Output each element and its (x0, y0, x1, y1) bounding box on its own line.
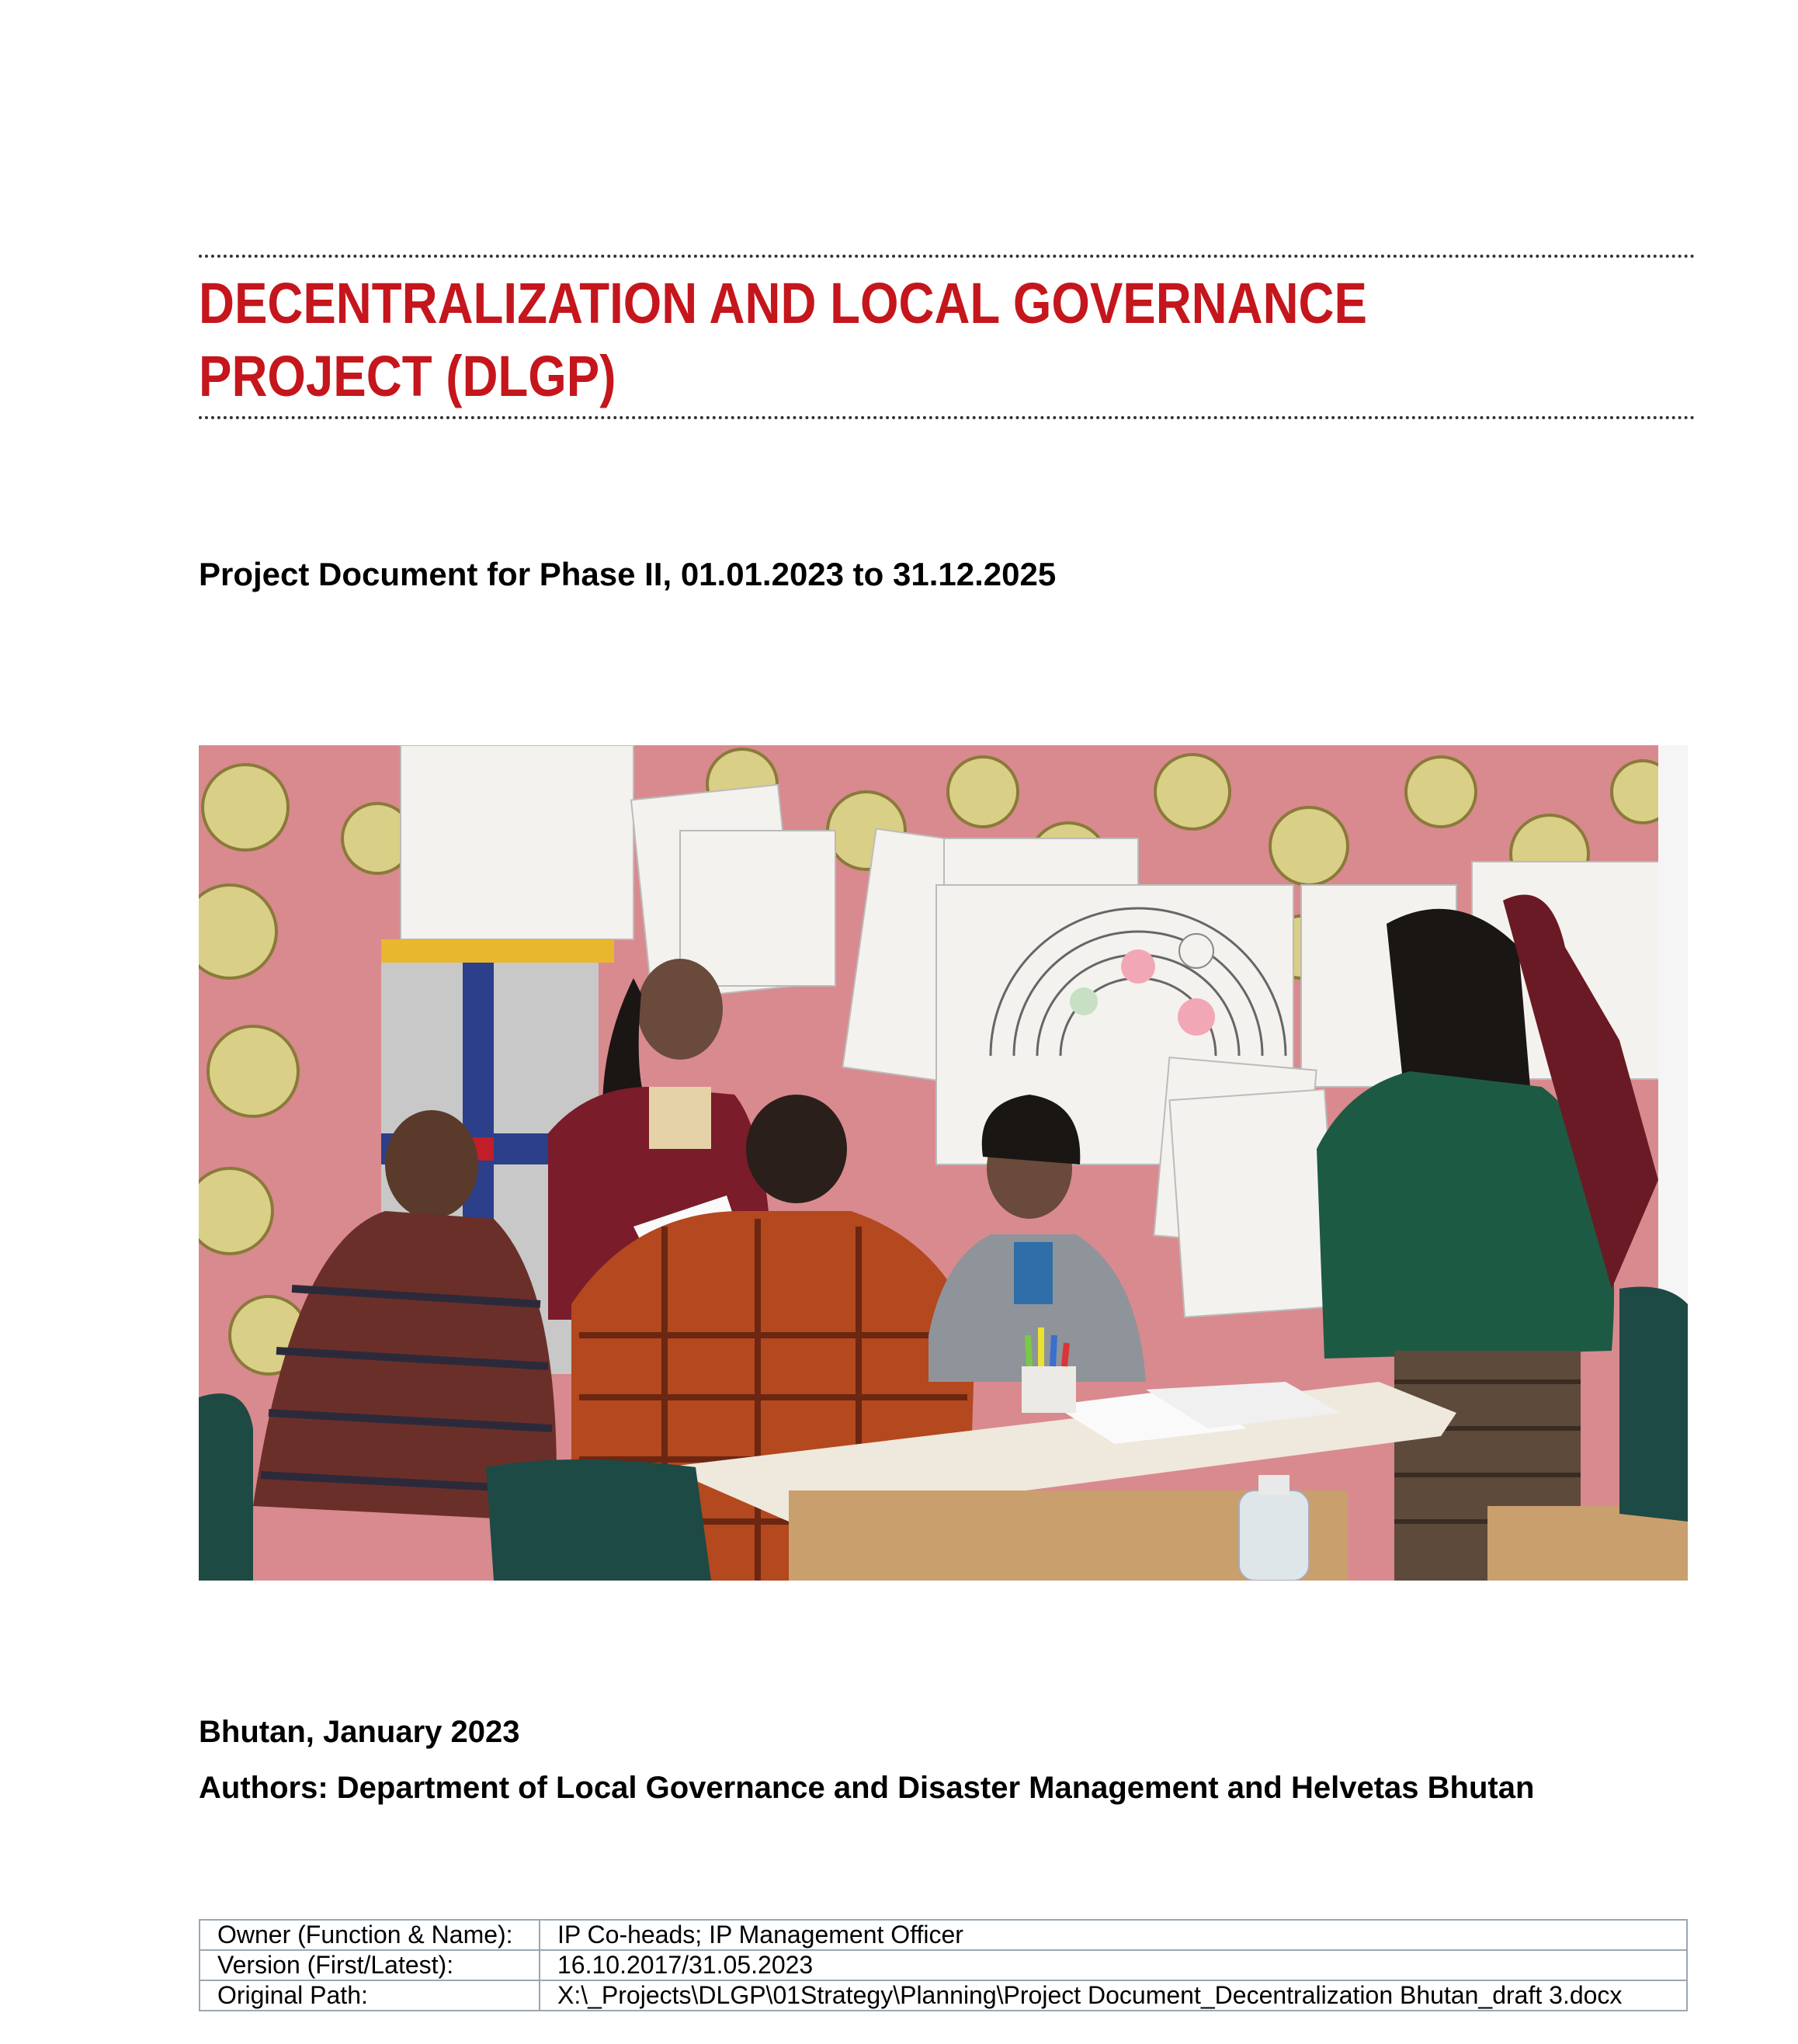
document-title-line-2: PROJECT (DLGP) (199, 344, 616, 408)
table-row (200, 1920, 1687, 1950)
original-path-label: Original Path: (200, 1980, 540, 2011)
authors-line: Authors: Department of Local Governance and Disaster Management and Helvetas Bhutan (199, 1771, 1535, 1805)
owner-label: Owner (Function & Name): (200, 1920, 540, 1950)
version-value: 16.10.2017/31.05.2023 (540, 1950, 1687, 1980)
place-and-date: Bhutan, January 2023 (199, 1715, 520, 1749)
version-label: Version (First/Latest): (200, 1950, 540, 1980)
cover-photo (199, 745, 1688, 1581)
document-title (199, 267, 1480, 413)
document-title-line-1: DECENTRALIZATION AND LOCAL GOVERNANCE (199, 271, 1367, 335)
original-path-value: X:\_Projects\DLGP\01Strategy\Planning\Project Document_Decentralization Bhutan_draft 3.docx (540, 1980, 1687, 2011)
table-row (200, 1980, 1687, 2011)
document-metadata-table (199, 1919, 1688, 2011)
owner-value: IP Co-heads; IP Management Officer (540, 1920, 1687, 1950)
title-top-rule (199, 255, 1696, 258)
table-row (200, 1950, 1687, 1980)
title-bottom-rule (199, 416, 1696, 419)
document-subtitle: Project Document for Phase II, 01.01.2023 to 31.12.2025 (199, 556, 1057, 592)
